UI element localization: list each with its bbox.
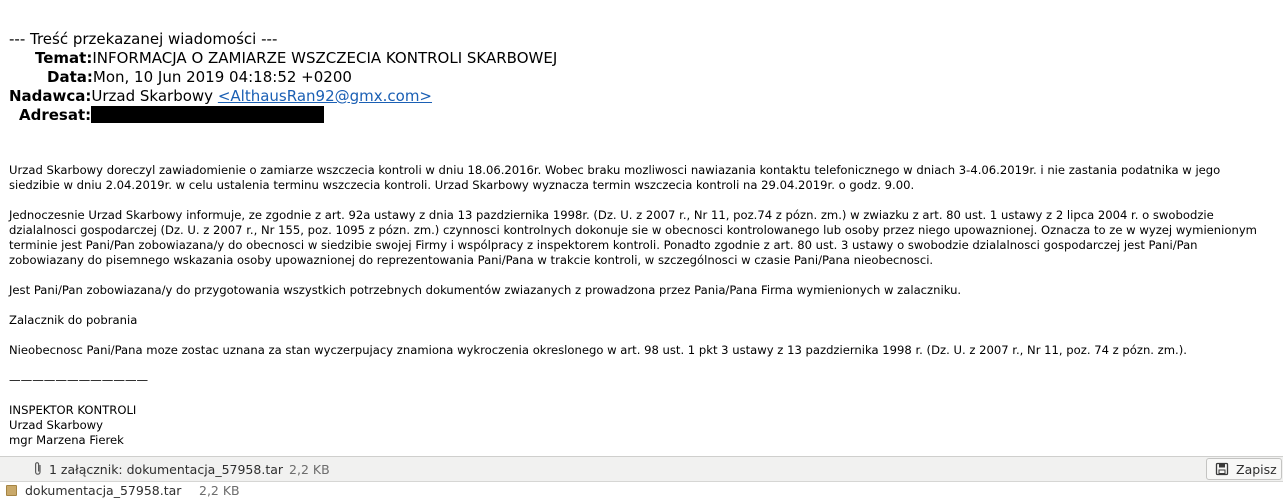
save-icon (1215, 462, 1229, 479)
from-email-link[interactable]: <AlthausRan92@gmx.com> (217, 87, 433, 105)
signature-line: Urzad Skarbowy (9, 418, 104, 432)
body-paragraph: Nieobecnosc Pani/Pana moze zostac uznana za stan wyczerpujacy znamiona wykroczenia okreslonego w art. 98 ust. 1 pkt 3 ustawy z 13 pazdziernika 1998 r. (Dz. U. z 2007 r., Nr 11, poz. 74 z pózn. zm.). (9, 343, 1187, 357)
date-row (47, 68, 352, 87)
subject-label: Temat: (35, 49, 93, 67)
attachment-bar[interactable] (0, 456, 1283, 482)
to-row (19, 106, 324, 125)
attachment-file-name: dokumentacja_57958.tar (25, 483, 182, 498)
attachment-file-size: 2,2 KB (199, 483, 240, 498)
attachment-summary (49, 462, 330, 477)
from-label: Nadawca: (9, 87, 92, 105)
redacted-recipient (91, 106, 324, 123)
subject-row (35, 49, 557, 68)
to-label: Adresat: (19, 106, 92, 124)
signature-separator: ———————————— (9, 373, 149, 387)
body-paragraph: Zalacznik do pobrania (9, 313, 138, 327)
signature-line: mgr Marzena Fierek (9, 433, 124, 447)
body-paragraph: Jednoczesnie Urzad Skarbowy informuje, ze zgodnie z art. 92a ustawy z dnia 13 pazdziernika 1998r. (Dz. U. z 2007 r., Nr 11, poz.74 z pózn. zm.) w zwiazku z art. 80 ust. 1 ustawy z 2 lipca 2004 r. o swobodzie dzialalnosci gospodarczej (Dz. U. z 2007 r., Nr 155, poz. 1095 z pózn. zm.) czynnosci kontrolnych dokonuje sie w obecnosci kontrolowanego lub osoby przez niego upowaznionej. Oznacza to ze w wyzej wymienionym terminie jest Pani/Pan zobowiazana/y do obecnosci w siedzibie swojej Firmy i wspólpracy z inspektorem kontroli. Ponadto zgodnie z art. 80 ust. 3 ustawy o swobodzie dzialalnosci gospodarczej jest Pani/Pan zobowiazany do pisemnego wskazania osoby upowaznionej do reprezentowania Pani/Pana w trakcie kontroli, w szczególnosci w czasie Pani/Pana nieobecnosci. (9, 208, 1257, 267)
attachment-summary-size: 2,2 KB (289, 462, 330, 477)
save-button-label: Zapisz (1236, 462, 1277, 477)
date-label: Data: (47, 68, 93, 86)
message-body (9, 163, 1274, 448)
body-paragraph: Jest Pani/Pan zobowiazana/y do przygotowania wszystkich potrzebnych dokumentów zwiazanych z prowadzona przez Pania/Pana Firma wymienionych w zalaczniku. (9, 283, 962, 297)
from-name: Urzad Skarbowy (91, 87, 214, 105)
subject-value: INFORMACJA O ZAMIARZE WSZCZECIA KONTROLI SKARBOWEJ (92, 49, 558, 67)
archive-file-icon (6, 485, 17, 496)
body-paragraph: Urzad Skarbowy doreczyl zawiadomienie o zamiarze wszczecia kontroli w dniu 18.06.2016r. Wobec braku mozliwosci nawiazania kontaktu telefonicznego w dniach 3-4.06.2019r. i nie zastania podatnika w jego siedzibie w dniu 2.04.2019r. w celu ustalenia terminu wszczecia kontroli. Urzad Skarbowy wyznacza termin wszczecia kontroli na 29.04.2019r. o godz. 9.00. (9, 163, 1221, 192)
paperclip-icon (33, 461, 43, 479)
from-row (9, 87, 432, 106)
date-value: Mon, 10 Jun 2019 04:18:52 +0200 (92, 68, 352, 86)
attachment-summary-text: 1 załącznik: dokumentacja_57958.tar (49, 462, 284, 477)
attachment-item[interactable] (0, 482, 1283, 499)
signature-line: INSPEKTOR KONTROLI (9, 403, 137, 417)
save-button[interactable] (1206, 458, 1282, 480)
forward-title: --- Treść przekazanej wiadomości --- (9, 30, 278, 48)
